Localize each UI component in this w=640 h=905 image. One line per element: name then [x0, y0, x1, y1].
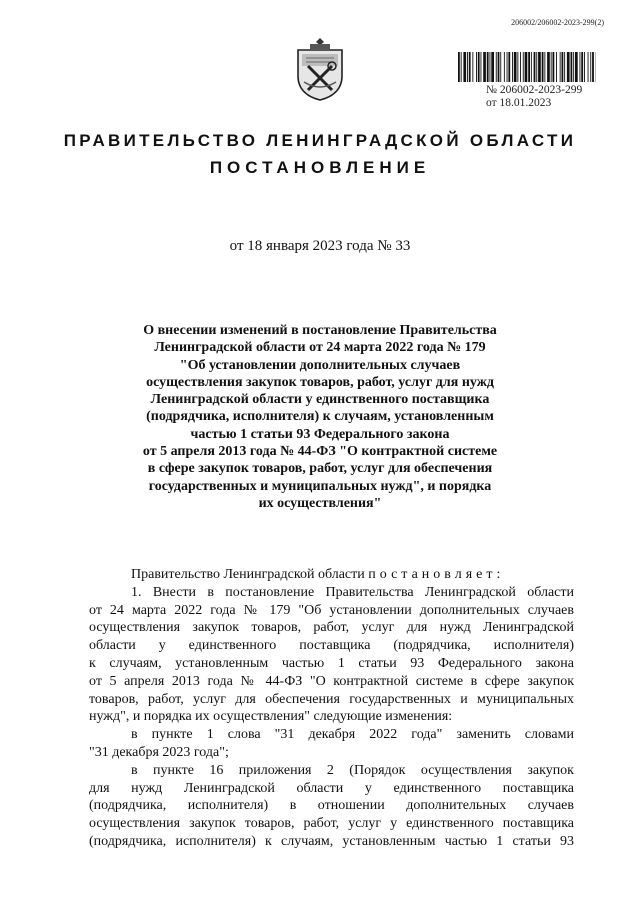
document-subject: [128, 322, 512, 512]
subject-line: "Об установлении дополнительных случаев: [179, 357, 461, 373]
barcode-bar: [571, 52, 573, 82]
subject-line: Ленинградской области у единственного поставщика: [150, 392, 490, 408]
barcode-bar: [534, 52, 536, 82]
subject-line: О внесении изменений в постановление Правительства: [143, 323, 497, 338]
barcode-bar: [478, 52, 480, 82]
barcode-bar: [564, 52, 565, 82]
barcode-bar: [472, 52, 473, 82]
subject-line: их осуществления": [258, 495, 382, 511]
intro-verb: постановляет:: [368, 567, 505, 582]
barcode-bar: [487, 52, 489, 82]
barcode-bar: [551, 52, 552, 82]
barcode-bar: [556, 52, 557, 82]
registration-info: [486, 84, 582, 110]
document-body: [89, 566, 574, 851]
registration-date: от 18.01.2023: [486, 97, 552, 109]
barcode-bar: [590, 52, 591, 82]
barcode: [458, 52, 596, 82]
subject-line: частью 1 статьи 93 Федерального закона: [190, 426, 450, 442]
barcode-bar: [483, 52, 486, 82]
barcode-bar: [514, 52, 517, 82]
barcode-bar: [553, 52, 555, 82]
barcode-bar: [588, 52, 589, 82]
body-line: осуществления закупок товаров, работ, услуг у единственного поставщика: [89, 816, 574, 832]
barcode-bar: [461, 52, 462, 82]
barcode-bar: [476, 52, 477, 82]
barcode-bar: [508, 52, 510, 82]
barcode-bar: [507, 52, 508, 82]
barcode-bar: [520, 52, 521, 82]
barcode-bar: [500, 52, 501, 82]
barcode-bar: [542, 52, 544, 82]
barcode-bar: [536, 52, 537, 82]
barcode-bar: [458, 52, 460, 82]
subject-line: (подрядчика, исполнителя) к случаям, установленным: [146, 409, 494, 425]
barcode-bar: [517, 52, 518, 82]
barcode-bar: [498, 52, 500, 82]
barcode-bar: [538, 52, 541, 82]
registration-number: № 206002-2023-299: [486, 84, 583, 96]
body-line: в пункте 16 приложения 2 (Порядок осуществления закупок: [131, 762, 574, 778]
organization-title: ПРАВИТЕЛЬСТВО ЛЕНИНГРАДСКОЙ ОБЛАСТИ: [63, 131, 577, 150]
subject-line: Ленинградской области от 24 марта 2022 года № 179: [154, 340, 486, 356]
body-line: от 5 апреля 2013 года № 44-ФЗ "О контрактной системе в сфере закупок: [89, 673, 574, 689]
barcode-bar: [504, 52, 505, 82]
body-intro: [89, 566, 574, 584]
document-id: 206002/206002-2023-299(2): [511, 18, 604, 27]
barcode-bar: [525, 52, 528, 82]
intro-prefix: Правительство Ленинградской области: [131, 567, 365, 582]
barcode-bar: [523, 52, 524, 82]
barcode-bar: [463, 52, 466, 82]
document-date: от 18 января 2023 года № 33: [229, 238, 411, 254]
body-line: (подрядчика, исполнителя) к случаям, установленным частью 1 статьи 93: [89, 833, 574, 849]
barcode-bar: [481, 52, 482, 82]
subject-line: от 5 апреля 2013 года № 44-ФЗ "О контрактной системе: [142, 444, 498, 460]
barcode-bar: [490, 52, 491, 82]
body-line: "31 декабря 2023 года";: [89, 744, 229, 760]
body-line: (подрядчика, исполнителя) в отношении дополнительных случаев: [89, 798, 574, 814]
barcode-bar: [491, 52, 494, 82]
barcode-bar: [592, 52, 594, 82]
subject-line: осуществления закупок товаров, работ, услуг для нужд: [146, 374, 494, 390]
subject-line: государственных и муниципальных нужд", и порядка: [148, 478, 492, 494]
barcode-bar: [547, 52, 550, 82]
barcode-bar: [573, 52, 574, 82]
body-line: в пункте 1 слова "31 декабря 2022 года" заменить словами: [131, 727, 574, 743]
body-line: от 24 марта 2022 года № 179 "Об установлении дополнительных случаев: [89, 602, 574, 618]
body-line: области у единственного поставщика (подрядчика, исполнителя): [89, 638, 574, 654]
coat-of-arms-icon: [294, 36, 346, 102]
document-type: ПОСТАНОВЛЕНИЕ: [209, 158, 431, 177]
barcode-bar: [469, 52, 471, 82]
barcode-bar: [580, 52, 581, 82]
body-line: 1. Внести в постановление Правительства Ленинградской области: [131, 584, 574, 600]
barcode-bar: [581, 52, 583, 82]
barcode-bar: [531, 52, 532, 82]
barcode-bar: [528, 52, 530, 82]
subject-line: в сфере закупок товаров, работ, услуг для обеспечения: [147, 461, 493, 477]
barcode-bar: [567, 52, 570, 82]
barcode-bar: [512, 52, 513, 82]
barcode-bar: [562, 52, 564, 82]
barcode-bar: [575, 52, 578, 82]
body-line: товаров, работ, услуг для обеспечения государственных и муниципальных: [89, 691, 574, 707]
barcode-bar: [467, 52, 468, 82]
body-line: к случаям, установленным частью 1 статьи 93 Федерального закона: [89, 655, 574, 671]
body-line: осуществления закупок товаров, работ, услуг для нужд Ленинградской: [89, 620, 574, 636]
barcode-bar: [544, 52, 545, 82]
barcode-bar: [496, 52, 497, 82]
body-line: для нужд Ленинградской области у единственного поставщика: [89, 780, 574, 796]
body-line: нужд", и порядка их осуществления" следующие изменения:: [89, 709, 453, 725]
barcode-bar: [560, 52, 561, 82]
barcode-bar: [584, 52, 585, 82]
